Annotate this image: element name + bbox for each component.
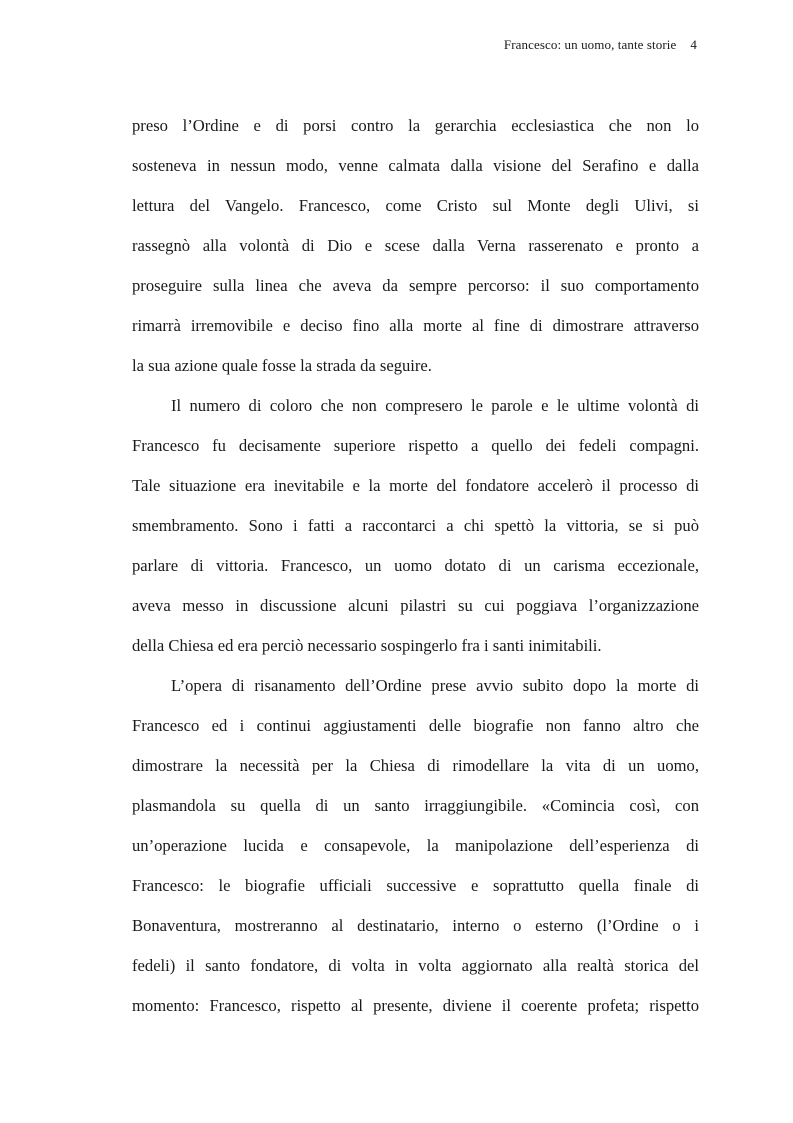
text-line: parlare di vittoria. Francesco, un uomo dotato di un carisma eccezionale, — [132, 556, 699, 575]
paragraph-2 — [132, 386, 699, 666]
text-line: Bonaventura, mostreranno al destinatario, interno o esterno (l’Ordine o i — [132, 916, 699, 935]
page-number: 4 — [690, 37, 697, 52]
text-line: preso l’Ordine e di porsi contro la gerarchia ecclesiastica che non lo — [132, 116, 699, 135]
text-line: la sua azione quale fosse la strada da seguire. — [132, 356, 432, 375]
text-line: rimarrà irremovibile e deciso fino alla morte al fine di dimostrare attraverso — [132, 316, 699, 335]
text-line: Francesco: le biografie ufficiali successive e soprattutto quella finale di — [132, 876, 699, 895]
text-line: Il numero di coloro che non compresero le parole e le ultime volontà di — [171, 396, 699, 415]
text-line: Francesco fu decisamente superiore rispetto a quello dei fedeli compagni. — [132, 436, 699, 455]
running-title: Francesco: un uomo, tante storie — [503, 37, 677, 52]
text-line: smembramento. Sono i fatti a raccontarci a chi spettò la vittoria, se si può — [132, 516, 699, 535]
text-line: proseguire sulla linea che aveva da sempre percorso: il suo comportamento — [132, 276, 699, 295]
text-line: Tale situazione era inevitabile e la morte del fondatore accelerò il processo di — [132, 476, 699, 495]
running-header — [504, 37, 697, 53]
text-line: aveva messo in discussione alcuni pilastri su cui poggiava l’organizzazione — [132, 596, 699, 615]
paragraph-1 — [132, 106, 699, 386]
text-line: lettura del Vangelo. Francesco, come Cristo sul Monte degli Ulivi, si — [132, 196, 699, 215]
body-text — [132, 106, 699, 1026]
text-line: fedeli) il santo fondatore, di volta in volta aggiornato alla realtà storica del — [132, 956, 699, 975]
text-line: plasmandola su quella di un santo irraggiungibile. «Comincia così, con — [132, 796, 699, 815]
text-line: L’opera di risanamento dell’Ordine prese avvio subito dopo la morte di — [171, 676, 699, 695]
text-line: un’operazione lucida e consapevole, la manipolazione dell’esperienza di — [132, 836, 699, 855]
text-line: momento: Francesco, rispetto al presente, diviene il coerente profeta; rispetto — [132, 996, 699, 1015]
text-line: dimostrare la necessità per la Chiesa di rimodellare la vita di un uomo, — [132, 756, 699, 775]
paragraph-3 — [132, 666, 699, 1026]
text-line: Francesco ed i continui aggiustamenti delle biografie non fanno altro che — [132, 716, 699, 735]
text-line: sosteneva in nessun modo, venne calmata dalla visione del Serafino e dalla — [132, 156, 699, 175]
text-line: rassegnò alla volontà di Dio e scese dalla Verna rasserenato e pronto a — [132, 236, 699, 255]
text-line: della Chiesa ed era perciò necessario sospingerlo fra i santi inimitabili. — [132, 636, 602, 655]
